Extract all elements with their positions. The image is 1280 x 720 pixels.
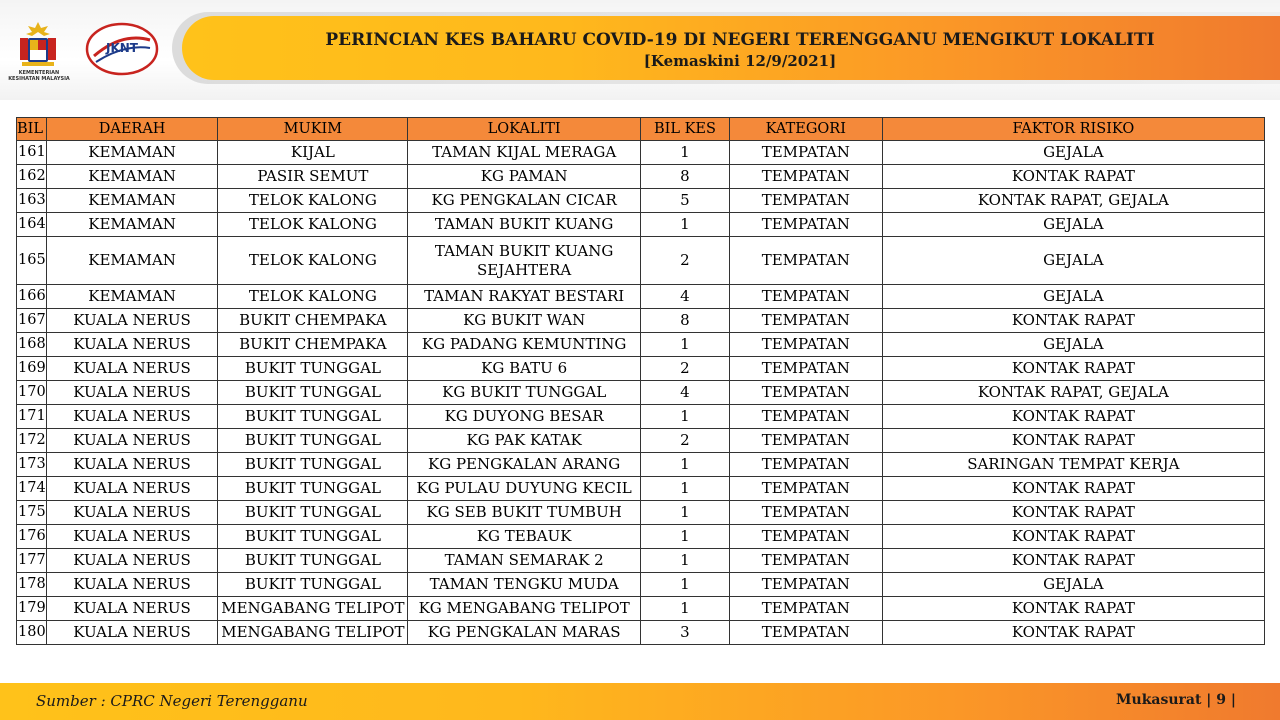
cell-lokaliti: TAMAN TENGKU MUDA <box>408 573 641 597</box>
cell-lokaliti: KG MENGABANG TELIPOT <box>408 597 641 621</box>
cell-faktor-risiko: KONTAK RAPAT, GEJALA <box>882 381 1264 405</box>
table-row <box>17 309 1265 333</box>
cell-faktor-risiko: GEJALA <box>882 237 1264 285</box>
cell-mukim: BUKIT TUNGGAL <box>218 477 408 501</box>
cell-bil-kes: 1 <box>641 549 730 573</box>
table-row <box>17 429 1265 453</box>
cell-bil: 163 <box>17 189 47 213</box>
cell-faktor-risiko: GEJALA <box>882 333 1264 357</box>
cell-kategori: TEMPATAN <box>729 525 882 549</box>
table-row <box>17 165 1265 189</box>
cell-daerah: KEMAMAN <box>46 237 218 285</box>
cell-bil: 167 <box>17 309 47 333</box>
cell-daerah: KUALA NERUS <box>46 549 218 573</box>
cell-bil-kes: 8 <box>641 165 730 189</box>
cell-faktor-risiko: KONTAK RAPAT <box>882 597 1264 621</box>
cell-daerah: KUALA NERUS <box>46 525 218 549</box>
cell-bil-kes: 4 <box>641 285 730 309</box>
cell-faktor-risiko: KONTAK RAPAT <box>882 621 1264 645</box>
cell-bil: 173 <box>17 453 47 477</box>
table-row <box>17 621 1265 645</box>
cell-kategori: TEMPATAN <box>729 237 882 285</box>
cell-kategori: TEMPATAN <box>729 285 882 309</box>
table-row <box>17 213 1265 237</box>
cell-bil: 164 <box>17 213 47 237</box>
cell-bil-kes: 8 <box>641 309 730 333</box>
cell-kategori: TEMPATAN <box>729 333 882 357</box>
cell-kategori: TEMPATAN <box>729 573 882 597</box>
cell-lokaliti: TAMAN BUKIT KUANG <box>408 213 641 237</box>
page-number: Mukasurat | 9 | <box>1116 692 1236 708</box>
cell-bil: 176 <box>17 525 47 549</box>
cell-bil-kes: 1 <box>641 525 730 549</box>
cell-daerah: KUALA NERUS <box>46 381 218 405</box>
cell-bil: 180 <box>17 621 47 645</box>
cell-daerah: KUALA NERUS <box>46 501 218 525</box>
cell-daerah: KEMAMAN <box>46 213 218 237</box>
cell-faktor-risiko: GEJALA <box>882 141 1264 165</box>
cell-bil-kes: 1 <box>641 573 730 597</box>
cell-bil-kes: 1 <box>641 141 730 165</box>
cell-bil: 171 <box>17 405 47 429</box>
cell-mukim: BUKIT TUNGGAL <box>218 453 408 477</box>
cell-lokaliti: KG DUYONG BESAR <box>408 405 641 429</box>
cell-mukim: BUKIT TUNGGAL <box>218 525 408 549</box>
cell-faktor-risiko: KONTAK RAPAT <box>882 429 1264 453</box>
cell-kategori: TEMPATAN <box>729 621 882 645</box>
col-header-mukim: MUKIM <box>218 118 408 141</box>
cell-faktor-risiko: KONTAK RAPAT <box>882 357 1264 381</box>
cell-mukim: BUKIT TUNGGAL <box>218 549 408 573</box>
cell-bil: 170 <box>17 381 47 405</box>
cell-faktor-risiko: KONTAK RAPAT <box>882 501 1264 525</box>
cell-bil-kes: 1 <box>641 213 730 237</box>
cell-mukim: PASIR SEMUT <box>218 165 408 189</box>
cell-bil: 166 <box>17 285 47 309</box>
cell-mukim: BUKIT TUNGGAL <box>218 573 408 597</box>
col-header-bil: BIL <box>17 118 47 141</box>
cell-daerah: KEMAMAN <box>46 141 218 165</box>
col-header-bil-kes: BIL KES <box>641 118 730 141</box>
cell-bil: 179 <box>17 597 47 621</box>
cell-kategori: TEMPATAN <box>729 429 882 453</box>
cell-mukim: MENGABANG TELIPOT <box>218 621 408 645</box>
cell-bil-kes: 3 <box>641 621 730 645</box>
cell-mukim: TELOK KALONG <box>218 213 408 237</box>
cell-faktor-risiko: GEJALA <box>882 573 1264 597</box>
cell-faktor-risiko: KONTAK RAPAT <box>882 405 1264 429</box>
cell-daerah: KEMAMAN <box>46 285 218 309</box>
cell-lokaliti: KG PENGKALAN MARAS <box>408 621 641 645</box>
logo2-text: JKNT <box>106 41 138 55</box>
cell-lokaliti: KG PENGKALAN CICAR <box>408 189 641 213</box>
cell-bil: 162 <box>17 165 47 189</box>
cell-lokaliti: KG TEBAUK <box>408 525 641 549</box>
cell-mukim: BUKIT TUNGGAL <box>218 501 408 525</box>
cell-lokaliti: KG PULAU DUYUNG KECIL <box>408 477 641 501</box>
table-row <box>17 357 1265 381</box>
cell-lokaliti: KG BATU 6 <box>408 357 641 381</box>
cell-bil: 168 <box>17 333 47 357</box>
cell-mukim: BUKIT TUNGGAL <box>218 357 408 381</box>
table-row <box>17 405 1265 429</box>
cell-daerah: KUALA NERUS <box>46 621 218 645</box>
cell-faktor-risiko: KONTAK RAPAT <box>882 525 1264 549</box>
cell-lokaliti: TAMAN KIJAL MERAGA <box>408 141 641 165</box>
col-header-kategori: KATEGORI <box>729 118 882 141</box>
cell-daerah: KUALA NERUS <box>46 429 218 453</box>
cell-kategori: TEMPATAN <box>729 501 882 525</box>
logo1-caption: KEMENTERIAN KESIHATAN MALAYSIA <box>8 70 70 82</box>
cell-mukim: TELOK KALONG <box>218 237 408 285</box>
cell-kategori: TEMPATAN <box>729 189 882 213</box>
cell-bil-kes: 5 <box>641 189 730 213</box>
cell-bil-kes: 2 <box>641 357 730 381</box>
cell-daerah: KEMAMAN <box>46 165 218 189</box>
cell-bil: 175 <box>17 501 47 525</box>
cell-bil-kes: 2 <box>641 429 730 453</box>
cell-lokaliti: TAMAN SEMARAK 2 <box>408 549 641 573</box>
cell-kategori: TEMPATAN <box>729 357 882 381</box>
table-row <box>17 477 1265 501</box>
cell-bil-kes: 1 <box>641 477 730 501</box>
table-row <box>17 333 1265 357</box>
page-subtitle: [Kemaskini 12/9/2021] <box>643 52 837 70</box>
cell-mukim: BUKIT CHEMPAKA <box>218 333 408 357</box>
table-row <box>17 381 1265 405</box>
cell-lokaliti: KG BUKIT TUNGGAL <box>408 381 641 405</box>
cell-daerah: KUALA NERUS <box>46 309 218 333</box>
cell-bil-kes: 2 <box>641 237 730 285</box>
cell-kategori: TEMPATAN <box>729 165 882 189</box>
cell-mukim: TELOK KALONG <box>218 189 408 213</box>
cell-mukim: BUKIT TUNGGAL <box>218 381 408 405</box>
cell-bil-kes: 1 <box>641 333 730 357</box>
cell-lokaliti: KG PAMAN <box>408 165 641 189</box>
cell-faktor-risiko: GEJALA <box>882 285 1264 309</box>
cell-kategori: TEMPATAN <box>729 309 882 333</box>
cell-daerah: KUALA NERUS <box>46 405 218 429</box>
source-note: Sumber : CPRC Negeri Terengganu <box>36 692 308 710</box>
cell-lokaliti: KG BUKIT WAN <box>408 309 641 333</box>
cell-bil-kes: 4 <box>641 381 730 405</box>
cases-table <box>16 117 1265 645</box>
cell-kategori: TEMPATAN <box>729 405 882 429</box>
col-header-daerah: DAERAH <box>46 118 218 141</box>
cell-bil: 169 <box>17 357 47 381</box>
cell-faktor-risiko: KONTAK RAPAT <box>882 309 1264 333</box>
table-row <box>17 597 1265 621</box>
cell-bil: 161 <box>17 141 47 165</box>
cell-bil-kes: 1 <box>641 453 730 477</box>
table-row <box>17 453 1265 477</box>
cell-daerah: KEMAMAN <box>46 189 218 213</box>
cell-mukim: BUKIT CHEMPAKA <box>218 309 408 333</box>
cell-daerah: KUALA NERUS <box>46 477 218 501</box>
cell-faktor-risiko: SARINGAN TEMPAT KERJA <box>882 453 1264 477</box>
cell-kategori: TEMPATAN <box>729 141 882 165</box>
cell-mukim: BUKIT TUNGGAL <box>218 429 408 453</box>
col-header-lokaliti: LOKALITI <box>408 118 641 141</box>
cell-lokaliti: KG PAK KATAK <box>408 429 641 453</box>
cell-kategori: TEMPATAN <box>729 477 882 501</box>
cell-lokaliti: TAMAN RAKYAT BESTARI <box>408 285 641 309</box>
cell-mukim: TELOK KALONG <box>218 285 408 309</box>
cell-mukim: BUKIT TUNGGAL <box>218 405 408 429</box>
table-row <box>17 237 1265 285</box>
cell-lokaliti: KG PENGKALAN ARANG <box>408 453 641 477</box>
table-header-row <box>17 118 1265 141</box>
cell-bil: 172 <box>17 429 47 453</box>
cell-mukim: MENGABANG TELIPOT <box>218 597 408 621</box>
table-row <box>17 501 1265 525</box>
cell-daerah: KUALA NERUS <box>46 597 218 621</box>
cell-faktor-risiko: GEJALA <box>882 213 1264 237</box>
cell-bil: 177 <box>17 549 47 573</box>
table-row <box>17 141 1265 165</box>
table-row <box>17 285 1265 309</box>
table-row <box>17 549 1265 573</box>
cell-faktor-risiko: KONTAK RAPAT <box>882 549 1264 573</box>
cell-lokaliti: KG SEB BUKIT TUMBUH <box>408 501 641 525</box>
cell-faktor-risiko: KONTAK RAPAT, GEJALA <box>882 189 1264 213</box>
cell-faktor-risiko: KONTAK RAPAT <box>882 477 1264 501</box>
cell-kategori: TEMPATAN <box>729 453 882 477</box>
cell-mukim: KIJAL <box>218 141 408 165</box>
cell-daerah: KUALA NERUS <box>46 333 218 357</box>
cell-kategori: TEMPATAN <box>729 549 882 573</box>
table-row <box>17 573 1265 597</box>
cell-bil-kes: 1 <box>641 501 730 525</box>
cell-faktor-risiko: KONTAK RAPAT <box>882 165 1264 189</box>
cell-kategori: TEMPATAN <box>729 213 882 237</box>
jknt-logo-icon <box>84 22 160 76</box>
cell-bil-kes: 1 <box>641 597 730 621</box>
col-header-faktor-risiko: FAKTOR RISIKO <box>882 118 1264 141</box>
cell-daerah: KUALA NERUS <box>46 573 218 597</box>
cell-kategori: TEMPATAN <box>729 597 882 621</box>
cell-bil: 174 <box>17 477 47 501</box>
cell-bil: 178 <box>17 573 47 597</box>
table-row <box>17 525 1265 549</box>
cell-bil-kes: 1 <box>641 405 730 429</box>
page-title: PERINCIAN KES BAHARU COVID-19 DI NEGERI TERENGGANU MENGIKUT LOKALITI <box>325 30 1155 50</box>
cell-lokaliti: KG PADANG KEMUNTING <box>408 333 641 357</box>
cell-lokaliti: TAMAN BUKIT KUANG SEJAHTERA <box>408 237 641 285</box>
cell-kategori: TEMPATAN <box>729 381 882 405</box>
cell-daerah: KUALA NERUS <box>46 453 218 477</box>
cell-daerah: KUALA NERUS <box>46 357 218 381</box>
cell-bil: 165 <box>17 237 47 285</box>
table-row <box>17 189 1265 213</box>
